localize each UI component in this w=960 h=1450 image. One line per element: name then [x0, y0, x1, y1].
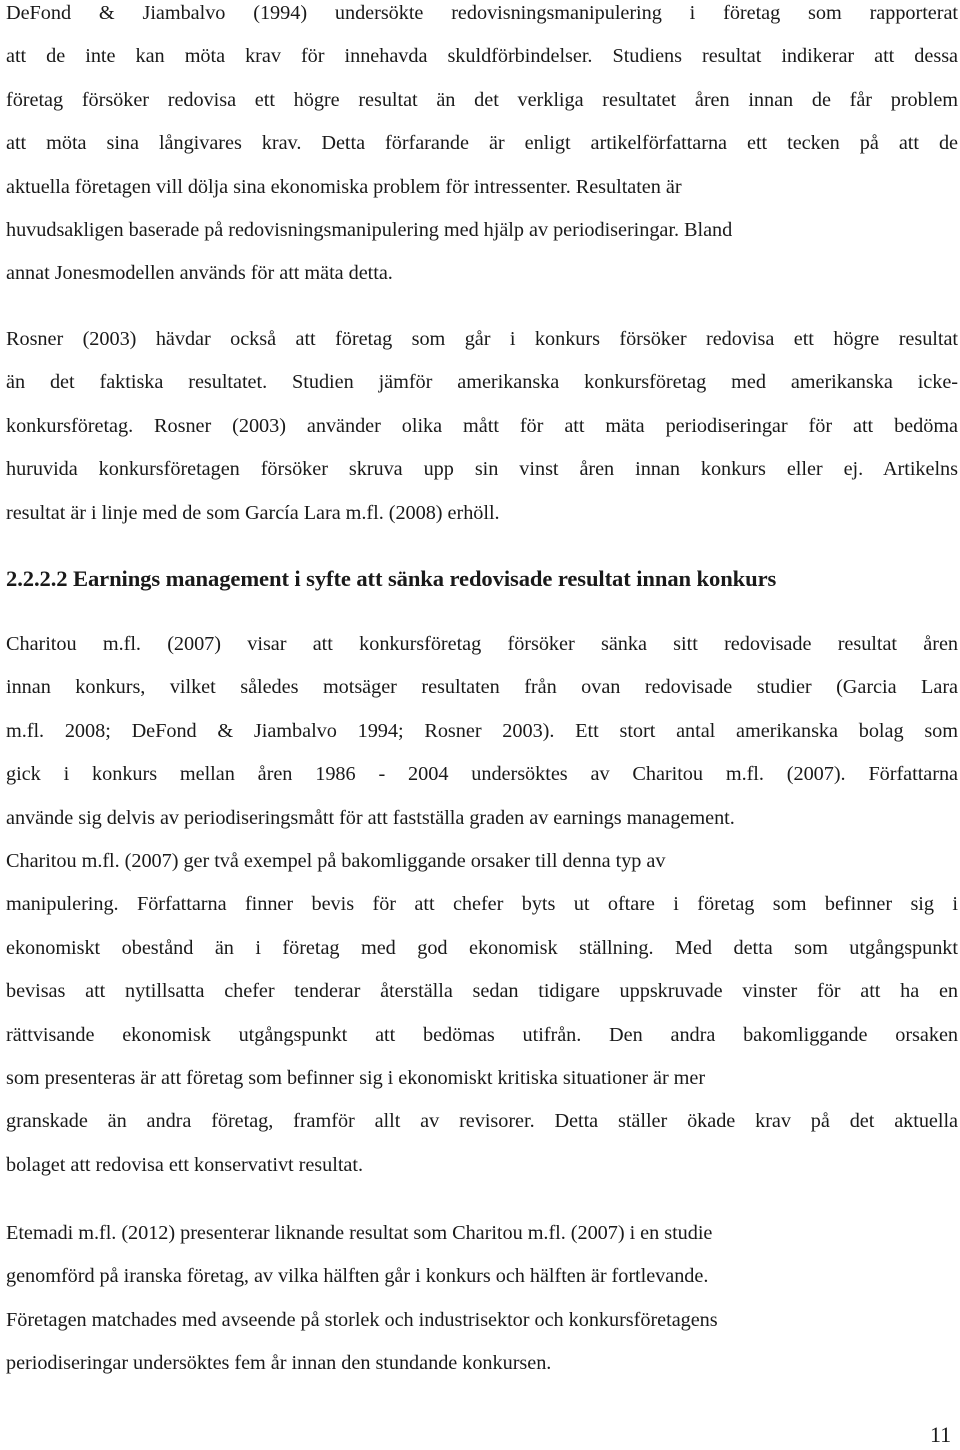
text-line: DeFond & Jiambalvo (1994) undersökte redovisningsmanipulering i företag som rapporterat [6, 2, 958, 24]
text-line: gick i konkurs mellan åren 1986 - 2004 undersöktes av Charitou m.fl. (2007). Författarna [6, 763, 958, 786]
text-line: konkursföretag. Rosner (2003) använder olika mått för att mäta periodiseringar för att bedöma [6, 414, 958, 437]
text-line: som presenteras är att företag som befinner sig i ekonomiskt kritiska situationer är mer [6, 1067, 706, 1090]
text-line: innan konkurs, vilket således motsäger resultaten från ovan redovisade studier (Garcia Lara [6, 676, 958, 699]
text-line: bolaget att redovisa ett konservativt resultat. [6, 1153, 363, 1176]
text-line: Rosner (2003) hävdar också att företag som går i konkurs försöker redovisa ett högre resultat [6, 328, 958, 350]
text-line: granskade än andra företag, framför allt av revisorer. Detta ställer ökade krav på det aktuella [6, 1110, 958, 1133]
section-heading: 2.2.2.2 Earnings management i syfte att sänka redovisade resultat innan konkurs [6, 566, 777, 591]
text-line: bevisas att nytillsatta chefer tenderar återställa sedan tidigare uppskruvade vinster för att ha en [6, 980, 958, 1003]
text-line: Etemadi m.fl. (2012) presenterar liknande resultat som Charitou m.fl. (2007) i en studie [6, 1222, 713, 1244]
text-line: företag försöker redovisa ett högre resultat än det verkliga resultatet åren innan de får problem [6, 88, 958, 111]
paragraph-charitou [6, 623, 958, 1187]
text-line: Charitou m.fl. (2007) visar att konkursföretag försöker sänka sitt redovisade resultat åren [6, 633, 958, 655]
paragraph-rosner [6, 318, 958, 535]
text-line: aktuella företagen vill dölja sina ekonomiska problem för intressenter. Resultaten är [6, 175, 682, 198]
text-line: rättvisande ekonomisk utgångspunkt att bedömas utifrån. Den andra bakomliggande orsaken [6, 1023, 958, 1046]
text-line: resultat är i linje med de som García Lara m.fl. (2008) erhöll. [6, 501, 500, 524]
page-number: 11 [930, 1422, 952, 1447]
text-line: att möta sina långivares krav. Detta förfarande är enligt artikelförfattarna ett tecken på att de [6, 132, 958, 155]
text-line: ekonomiskt obestånd än i företag med god ekonomisk ställning. Med detta som utgångspunkt [6, 936, 958, 959]
text-line: Charitou m.fl. (2007) ger två exempel på bakomliggande orsaker till denna typ av [6, 850, 666, 873]
paragraph-etemadi [6, 1212, 958, 1386]
paragraph-defond-jiambalvo [6, 0, 958, 296]
text-line: annat Jonesmodellen används för att mäta detta. [6, 262, 393, 285]
text-line: huruvida konkursföretagen försöker skruva upp sin vinst åren innan konkurs eller ej. Artikelns [6, 458, 958, 481]
text-line: Företagen matchades med avseende på storlek och industrisektor och konkursföretagens [6, 1308, 718, 1331]
text-line: att de inte kan möta krav för innehavda skuldförbindelser. Studiens resultat indikerar att dessa [6, 45, 958, 68]
text-line: genomförd på iranska företag, av vilka hälften går i konkurs och hälften är fortlevande. [6, 1265, 709, 1288]
text-line: m.fl. 2008; DeFond & Jiambalvo 1994; Rosner 2003). Ett stort antal amerikanska bolag som [6, 719, 958, 742]
text-line: huvudsakligen baserade på redovisningsmanipulering med hjälp av periodiseringar. Bland [6, 219, 733, 242]
text-line: manipulering. Författarna finner bevis för att chefer byts ut oftare i företag som befinner sig i [6, 893, 958, 916]
text-line: än det faktiska resultatet. Studien jämför amerikanska konkursföretag med amerikanska icke- [6, 371, 958, 394]
text-line: använde sig delvis av periodiseringsmått för att fastställa graden av earnings management. [6, 806, 735, 829]
text-line: periodiseringar undersöktes fem år innan den stundande konkursen. [6, 1352, 552, 1375]
